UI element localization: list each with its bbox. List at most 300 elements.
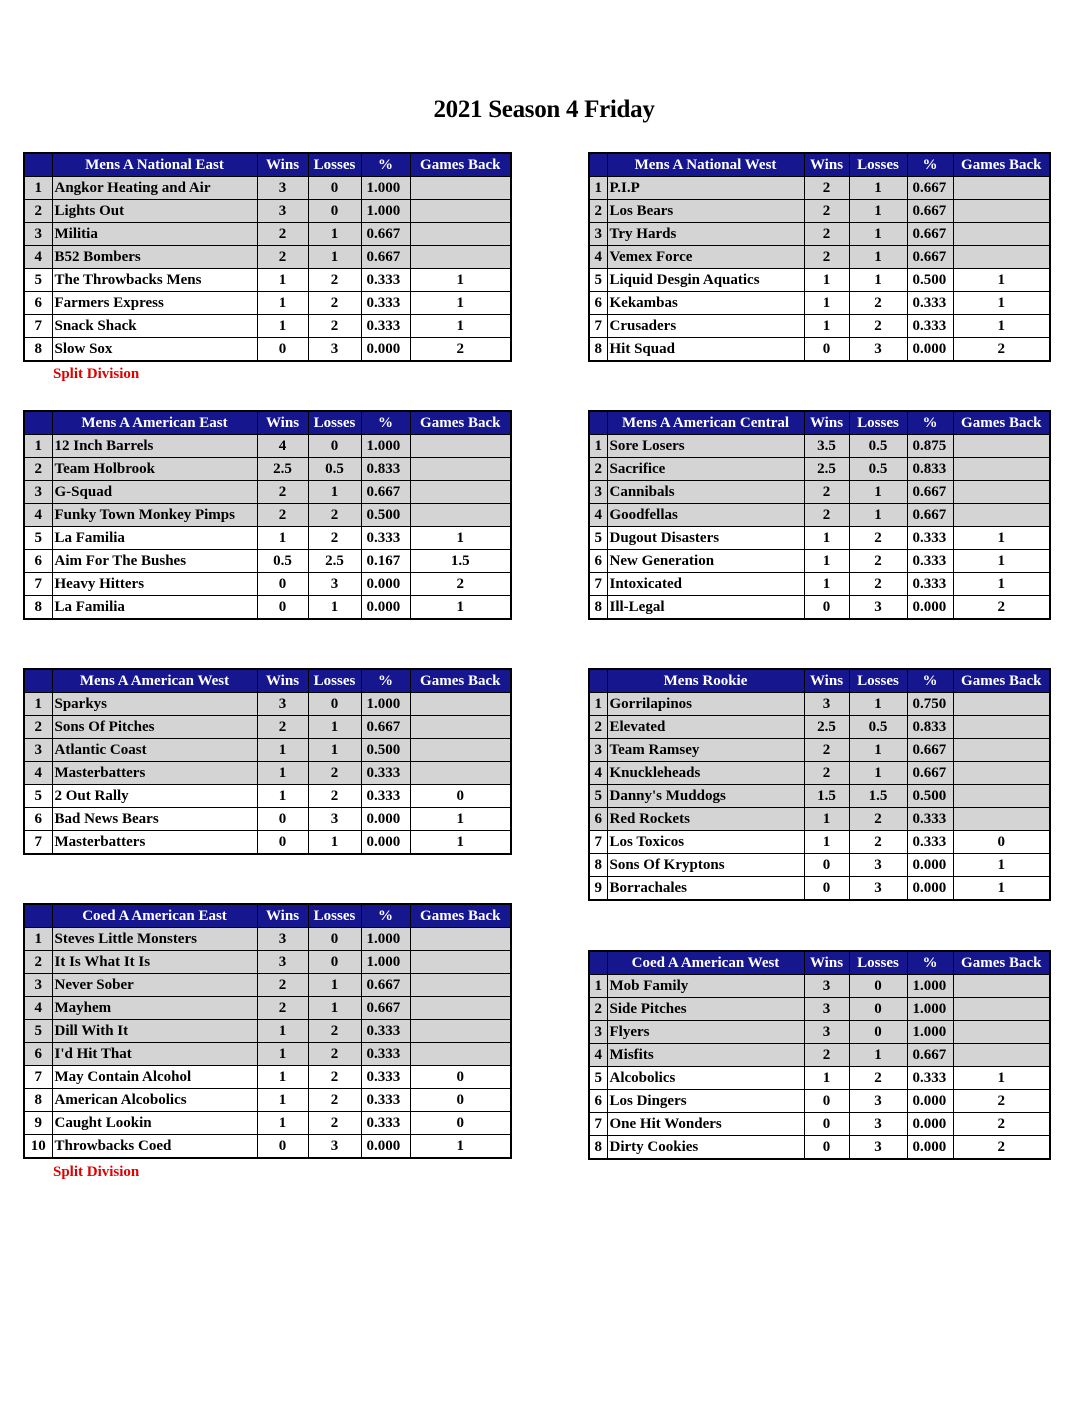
wins-cell: 1 <box>257 292 308 315</box>
team-name-cell: Heavy Hitters <box>52 573 257 596</box>
games-back-cell <box>953 223 1050 246</box>
standings-table-mens-a-national-west <box>588 152 1051 362</box>
pct-header: % <box>361 904 410 928</box>
wins-cell: 2 <box>804 1044 849 1067</box>
standings-table-mens-a-american-west <box>23 668 512 855</box>
rank-cell: 2 <box>589 716 607 739</box>
header-row <box>24 153 511 177</box>
team-name-cell: P.I.P <box>607 177 804 200</box>
games-back-header: Games Back <box>953 669 1050 693</box>
team-name-cell: May Contain Alcohol <box>52 1066 257 1089</box>
wins-cell: 1 <box>804 292 849 315</box>
rank-cell: 1 <box>24 435 52 458</box>
games-back-cell: 2 <box>410 338 511 362</box>
team-name-cell: Masterbatters <box>52 762 257 785</box>
pct-cell: 0.333 <box>361 315 410 338</box>
standings-row <box>24 573 511 596</box>
rank-cell: 3 <box>589 223 607 246</box>
games-back-cell: 1 <box>953 550 1050 573</box>
rank-cell: 1 <box>24 928 52 951</box>
losses-cell: 1 <box>308 481 361 504</box>
games-back-cell <box>410 246 511 269</box>
games-back-cell <box>953 785 1050 808</box>
wins-cell: 3 <box>257 177 308 200</box>
pct-cell: 0.000 <box>361 1135 410 1159</box>
wins-cell: 1 <box>804 550 849 573</box>
wins-cell: 3 <box>804 1021 849 1044</box>
pct-cell: 0.333 <box>361 269 410 292</box>
standings-row <box>589 504 1050 527</box>
losses-cell: 2.5 <box>308 550 361 573</box>
standings-row <box>589 831 1050 854</box>
rank-cell: 7 <box>589 315 607 338</box>
standings-table-coed-a-american-west <box>588 950 1051 1160</box>
standings-row <box>589 975 1050 998</box>
rank-header <box>589 153 607 177</box>
wins-cell: 2 <box>804 200 849 223</box>
standings-row <box>589 1021 1050 1044</box>
rank-cell: 2 <box>24 458 52 481</box>
pct-cell: 0.333 <box>907 831 953 854</box>
losses-cell: 1 <box>308 831 361 855</box>
games-back-cell <box>410 951 511 974</box>
losses-cell: 0 <box>308 693 361 716</box>
losses-cell: 1 <box>849 693 907 716</box>
standings-table-mens-a-american-east <box>23 410 512 620</box>
team-name-cell: Side Pitches <box>607 998 804 1021</box>
losses-cell: 1 <box>849 269 907 292</box>
losses-cell: 1.5 <box>849 785 907 808</box>
rank-header <box>24 669 52 693</box>
standings-row <box>24 338 511 362</box>
standings-row <box>24 693 511 716</box>
losses-cell: 1 <box>849 177 907 200</box>
pct-cell: 0.000 <box>361 573 410 596</box>
games-back-cell: 1 <box>410 831 511 855</box>
wins-cell: 0.5 <box>257 550 308 573</box>
wins-cell: 2 <box>804 177 849 200</box>
rank-cell: 4 <box>589 762 607 785</box>
rank-header <box>589 669 607 693</box>
rank-cell: 6 <box>589 550 607 573</box>
team-name-cell: Masterbatters <box>52 831 257 855</box>
pct-cell: 1.000 <box>361 177 410 200</box>
games-back-cell <box>953 975 1050 998</box>
rank-cell: 9 <box>589 877 607 901</box>
pct-cell: 1.000 <box>907 975 953 998</box>
pct-cell: 0.333 <box>907 573 953 596</box>
losses-cell: 2 <box>849 808 907 831</box>
standings-row <box>589 315 1050 338</box>
division-name: Mens A National West <box>607 153 804 177</box>
losses-cell: 3 <box>849 854 907 877</box>
rank-cell: 8 <box>24 596 52 620</box>
wins-cell: 0 <box>257 596 308 620</box>
wins-cell: 1 <box>804 831 849 854</box>
losses-cell: 2 <box>308 1089 361 1112</box>
wins-cell: 3 <box>257 693 308 716</box>
standings-row <box>589 246 1050 269</box>
pct-header: % <box>907 951 953 975</box>
losses-cell: 2 <box>849 527 907 550</box>
standings-row <box>589 854 1050 877</box>
team-name-cell: I'd Hit That <box>52 1043 257 1066</box>
losses-cell: 2 <box>308 1066 361 1089</box>
losses-cell: 1 <box>849 762 907 785</box>
standings-row <box>589 177 1050 200</box>
pct-cell: 0.667 <box>907 762 953 785</box>
losses-cell: 3 <box>308 573 361 596</box>
rank-cell: 1 <box>24 177 52 200</box>
standings-row <box>24 527 511 550</box>
pct-cell: 0.750 <box>907 693 953 716</box>
standings-table-mens-a-national-east <box>23 152 512 362</box>
rank-cell: 6 <box>589 292 607 315</box>
standings-row <box>24 785 511 808</box>
pct-cell: 0.000 <box>907 596 953 620</box>
games-back-cell <box>953 716 1050 739</box>
pct-cell: 0.833 <box>361 458 410 481</box>
rank-header <box>24 411 52 435</box>
wins-cell: 1 <box>257 739 308 762</box>
standings-row <box>24 435 511 458</box>
standings-row <box>24 200 511 223</box>
standings-row <box>24 1020 511 1043</box>
wins-cell: 2.5 <box>804 458 849 481</box>
wins-cell: 0 <box>804 877 849 901</box>
wins-cell: 0 <box>804 854 849 877</box>
losses-cell: 2 <box>849 550 907 573</box>
standings-row <box>589 877 1050 901</box>
team-name-cell: Ill-Legal <box>607 596 804 620</box>
standings-row <box>24 1066 511 1089</box>
wins-cell: 2 <box>804 504 849 527</box>
losses-cell: 0 <box>308 435 361 458</box>
pct-cell: 0.333 <box>907 1067 953 1090</box>
standings-row <box>24 762 511 785</box>
pct-header: % <box>361 153 410 177</box>
games-back-cell <box>410 200 511 223</box>
wins-header: Wins <box>804 951 849 975</box>
losses-cell: 0 <box>849 1021 907 1044</box>
losses-cell: 3 <box>849 596 907 620</box>
pct-cell: 1.000 <box>361 693 410 716</box>
team-name-cell: Gorrilapinos <box>607 693 804 716</box>
games-back-cell <box>953 481 1050 504</box>
wins-cell: 2 <box>257 997 308 1020</box>
pct-cell: 0.667 <box>361 974 410 997</box>
losses-cell: 3 <box>308 1135 361 1159</box>
losses-cell: 2 <box>308 785 361 808</box>
games-back-cell: 0 <box>410 1112 511 1135</box>
rank-cell: 6 <box>24 808 52 831</box>
team-name-cell: 12 Inch Barrels <box>52 435 257 458</box>
header-row <box>24 669 511 693</box>
losses-cell: 1 <box>849 481 907 504</box>
losses-cell: 1 <box>308 596 361 620</box>
team-name-cell: Borrachales <box>607 877 804 901</box>
games-back-cell: 2 <box>953 596 1050 620</box>
rank-cell: 4 <box>24 504 52 527</box>
wins-cell: 1 <box>257 1020 308 1043</box>
standings-table-mens-a-american-central <box>588 410 1051 620</box>
pct-header: % <box>907 411 953 435</box>
losses-cell: 1 <box>308 716 361 739</box>
games-back-cell: 1 <box>953 292 1050 315</box>
rank-header <box>24 904 52 928</box>
standings-row <box>589 762 1050 785</box>
pct-cell: 0.000 <box>361 808 410 831</box>
games-back-header: Games Back <box>410 411 511 435</box>
losses-cell: 2 <box>849 1067 907 1090</box>
header-row <box>589 951 1050 975</box>
pct-cell: 0.667 <box>907 223 953 246</box>
games-back-cell: 1 <box>953 877 1050 901</box>
division-name: Coed A American West <box>607 951 804 975</box>
games-back-cell: 1 <box>410 269 511 292</box>
header-row <box>589 411 1050 435</box>
wins-cell: 3.5 <box>804 435 849 458</box>
losses-cell: 0 <box>308 177 361 200</box>
losses-cell: 2 <box>308 1112 361 1135</box>
rank-cell: 5 <box>589 1067 607 1090</box>
pct-cell: 0.000 <box>907 1090 953 1113</box>
pct-cell: 0.667 <box>907 200 953 223</box>
wins-cell: 2 <box>257 223 308 246</box>
team-name-cell: Caught Lookin <box>52 1112 257 1135</box>
team-name-cell: Atlantic Coast <box>52 739 257 762</box>
losses-cell: 2 <box>308 1020 361 1043</box>
wins-header: Wins <box>804 669 849 693</box>
team-name-cell: Bad News Bears <box>52 808 257 831</box>
games-back-cell: 1 <box>410 527 511 550</box>
pct-header: % <box>907 669 953 693</box>
team-name-cell: The Throwbacks Mens <box>52 269 257 292</box>
pct-cell: 0.667 <box>361 997 410 1020</box>
team-name-cell: Los Toxicos <box>607 831 804 854</box>
rank-cell: 3 <box>24 223 52 246</box>
division-name: Mens A American West <box>52 669 257 693</box>
wins-cell: 3 <box>257 951 308 974</box>
standings-row <box>589 338 1050 362</box>
pct-cell: 0.500 <box>907 785 953 808</box>
pct-cell: 0.500 <box>361 504 410 527</box>
games-back-cell: 2 <box>953 338 1050 362</box>
standings-table-mens-rookie <box>588 668 1051 901</box>
team-name-cell: Slow Sox <box>52 338 257 362</box>
standings-row <box>24 292 511 315</box>
standings-row <box>24 458 511 481</box>
games-back-cell <box>953 435 1050 458</box>
standings-row <box>589 269 1050 292</box>
wins-cell: 1 <box>257 527 308 550</box>
losses-cell: 0 <box>849 998 907 1021</box>
rank-cell: 4 <box>24 762 52 785</box>
team-name-cell: B52 Bombers <box>52 246 257 269</box>
pct-cell: 0.333 <box>361 1020 410 1043</box>
wins-cell: 1 <box>804 573 849 596</box>
pct-cell: 0.875 <box>907 435 953 458</box>
standings-row <box>24 269 511 292</box>
wins-cell: 2 <box>257 716 308 739</box>
rank-cell: 1 <box>589 693 607 716</box>
rank-cell: 4 <box>24 246 52 269</box>
rank-header <box>589 411 607 435</box>
wins-cell: 1 <box>257 315 308 338</box>
rank-cell: 9 <box>24 1112 52 1135</box>
pct-cell: 0.333 <box>361 1043 410 1066</box>
rank-cell: 7 <box>24 315 52 338</box>
losses-cell: 2 <box>849 292 907 315</box>
losses-cell: 3 <box>308 808 361 831</box>
losses-cell: 2 <box>849 315 907 338</box>
standings-row <box>24 831 511 855</box>
standings-row <box>24 504 511 527</box>
games-back-cell <box>953 693 1050 716</box>
games-back-cell: 1 <box>953 527 1050 550</box>
rank-cell: 2 <box>24 716 52 739</box>
page-title: 2021 Season 4 Friday <box>433 96 655 123</box>
rank-cell: 8 <box>24 1089 52 1112</box>
pct-cell: 0.333 <box>907 292 953 315</box>
team-name-cell: Flyers <box>607 1021 804 1044</box>
losses-cell: 2 <box>849 573 907 596</box>
rank-cell: 10 <box>24 1135 52 1159</box>
team-name-cell: Try Hards <box>607 223 804 246</box>
split-division-label: Split Division <box>53 1164 140 1180</box>
pct-cell: 0.333 <box>361 527 410 550</box>
wins-header: Wins <box>257 411 308 435</box>
games-back-cell: 1 <box>410 808 511 831</box>
games-back-header: Games Back <box>953 411 1050 435</box>
rank-cell: 6 <box>589 1090 607 1113</box>
standings-row <box>24 481 511 504</box>
standings-row <box>24 808 511 831</box>
pct-cell: 0.667 <box>361 716 410 739</box>
wins-header: Wins <box>257 153 308 177</box>
losses-cell: 1 <box>308 974 361 997</box>
wins-cell: 2 <box>804 246 849 269</box>
games-back-cell: 1.5 <box>410 550 511 573</box>
team-name-cell: Sacrifice <box>607 458 804 481</box>
wins-cell: 2 <box>257 246 308 269</box>
games-back-cell <box>410 177 511 200</box>
wins-cell: 2 <box>257 974 308 997</box>
pct-cell: 0.333 <box>907 808 953 831</box>
header-row <box>589 153 1050 177</box>
team-name-cell: American Alcobolics <box>52 1089 257 1112</box>
games-back-cell <box>953 200 1050 223</box>
losses-cell: 1 <box>308 223 361 246</box>
pct-cell: 0.667 <box>907 481 953 504</box>
team-name-cell: Aim For The Bushes <box>52 550 257 573</box>
losses-cell: 0 <box>308 951 361 974</box>
team-name-cell: Team Ramsey <box>607 739 804 762</box>
rank-cell: 5 <box>589 527 607 550</box>
standings-row <box>589 573 1050 596</box>
wins-cell: 0 <box>257 338 308 362</box>
team-name-cell: Sons Of Kryptons <box>607 854 804 877</box>
losses-cell: 0.5 <box>849 458 907 481</box>
team-name-cell: Kekambas <box>607 292 804 315</box>
standings-row <box>589 1113 1050 1136</box>
standings-row <box>24 550 511 573</box>
wins-cell: 0 <box>257 808 308 831</box>
standings-row <box>24 997 511 1020</box>
wins-cell: 4 <box>257 435 308 458</box>
games-back-cell <box>953 1021 1050 1044</box>
team-name-cell: Lights Out <box>52 200 257 223</box>
wins-cell: 1 <box>804 269 849 292</box>
games-back-cell <box>953 998 1050 1021</box>
standings-row <box>589 550 1050 573</box>
team-name-cell: Dill With It <box>52 1020 257 1043</box>
rank-cell: 3 <box>24 481 52 504</box>
team-name-cell: Los Bears <box>607 200 804 223</box>
wins-cell: 1 <box>257 785 308 808</box>
rank-cell: 2 <box>589 200 607 223</box>
rank-cell: 7 <box>24 573 52 596</box>
pct-cell: 0.667 <box>907 1044 953 1067</box>
pct-cell: 0.833 <box>907 458 953 481</box>
team-name-cell: Steves Little Monsters <box>52 928 257 951</box>
rank-cell: 4 <box>589 504 607 527</box>
standings-row <box>24 315 511 338</box>
games-back-cell <box>953 246 1050 269</box>
games-back-cell <box>953 1044 1050 1067</box>
team-name-cell: Snack Shack <box>52 315 257 338</box>
rank-cell: 5 <box>24 269 52 292</box>
team-name-cell: Goodfellas <box>607 504 804 527</box>
team-name-cell: Misfits <box>607 1044 804 1067</box>
games-back-cell: 2 <box>410 573 511 596</box>
games-back-cell <box>410 504 511 527</box>
pct-cell: 0.667 <box>361 223 410 246</box>
pct-cell: 0.000 <box>361 338 410 362</box>
rank-cell: 8 <box>589 1136 607 1160</box>
team-name-cell: Alcobolics <box>607 1067 804 1090</box>
rank-cell: 3 <box>589 481 607 504</box>
rank-cell: 8 <box>589 338 607 362</box>
standings-row <box>24 246 511 269</box>
standings-row <box>24 1135 511 1159</box>
team-name-cell: New Generation <box>607 550 804 573</box>
wins-cell: 0 <box>804 1113 849 1136</box>
wins-cell: 2 <box>804 223 849 246</box>
standings-row <box>589 458 1050 481</box>
rank-header <box>589 951 607 975</box>
games-back-header: Games Back <box>410 153 511 177</box>
pct-cell: 0.000 <box>907 877 953 901</box>
losses-cell: 1 <box>849 223 907 246</box>
losses-cell: 3 <box>308 338 361 362</box>
rank-cell: 5 <box>589 269 607 292</box>
losses-header: Losses <box>308 669 361 693</box>
wins-cell: 1 <box>804 527 849 550</box>
losses-cell: 3 <box>849 877 907 901</box>
standings-row <box>589 1044 1050 1067</box>
pct-cell: 0.000 <box>361 831 410 855</box>
wins-cell: 2.5 <box>257 458 308 481</box>
team-name-cell: Knuckleheads <box>607 762 804 785</box>
rank-cell: 3 <box>589 1021 607 1044</box>
games-back-cell <box>410 693 511 716</box>
games-back-cell: 1 <box>953 854 1050 877</box>
standings-row <box>589 716 1050 739</box>
team-name-cell: Farmers Express <box>52 292 257 315</box>
team-name-cell: Mob Family <box>607 975 804 998</box>
rank-cell: 7 <box>589 573 607 596</box>
